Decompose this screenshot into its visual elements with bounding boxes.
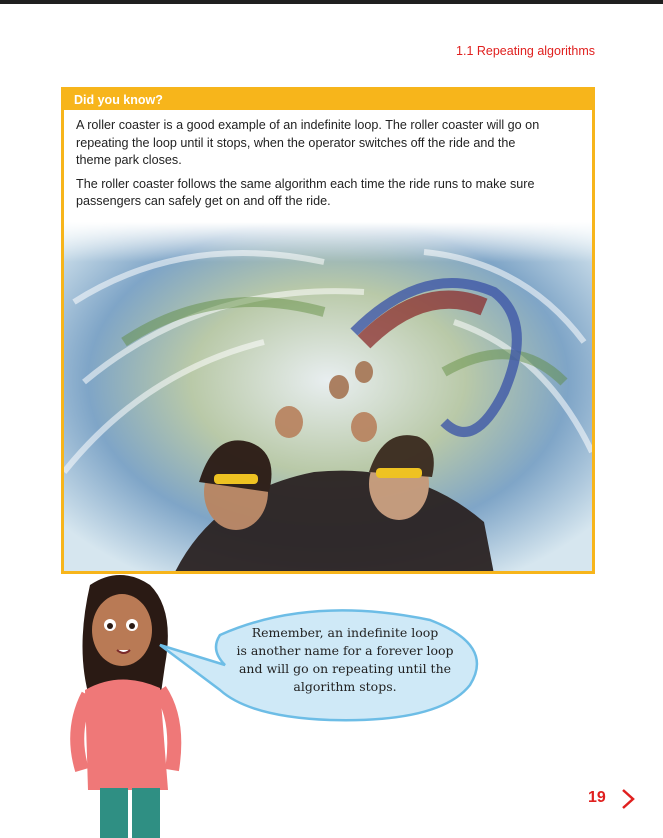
page-number: 19 xyxy=(588,789,606,806)
chevron-right-icon[interactable] xyxy=(620,787,636,811)
did-you-know-box xyxy=(61,87,595,574)
did-you-know-title: Did you know? xyxy=(64,90,592,110)
did-you-know-body xyxy=(64,110,592,211)
section-title: 1.1 Repeating algorithms xyxy=(456,44,595,58)
speech-line-2: is another name for a forever loop xyxy=(236,643,454,658)
roller-coaster-photo xyxy=(64,222,592,574)
speech-line-1: Remember, an indefinite loop xyxy=(251,625,439,640)
paragraph-1: A roller coaster is a good example of an indefinite loop. The roller coaster will go on repeating the loop until it stops, when the operator switches off the ride and the theme park closes. xyxy=(76,118,540,167)
speech-line-4: algorithm stops. xyxy=(293,679,397,694)
paragraph-2: The roller coaster follows the same algorithm each time the ride runs to make sure passengers can safely get on and off the ride. xyxy=(76,176,535,208)
speech-bubble-text xyxy=(210,624,480,696)
speech-line-3: and will go on repeating until the xyxy=(238,661,452,676)
